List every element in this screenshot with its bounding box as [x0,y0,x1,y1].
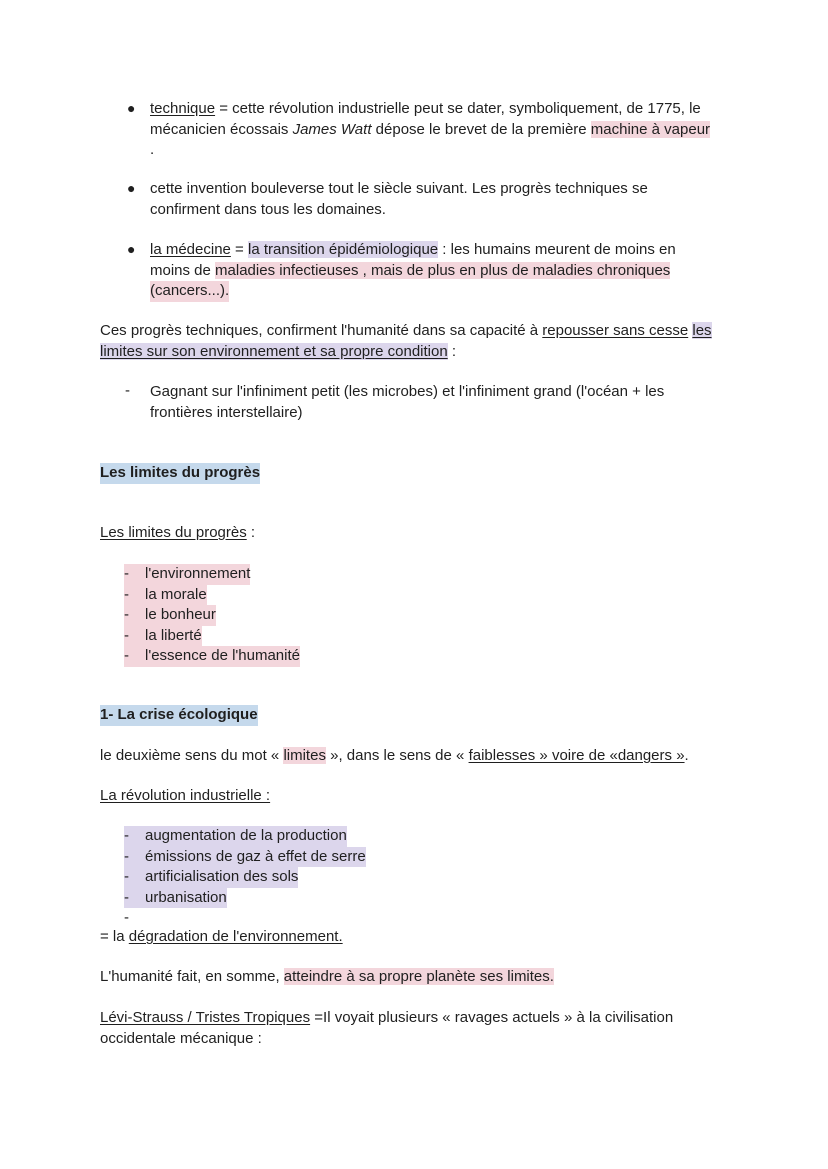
list-item: -l'environnement [124,564,300,585]
bullet-icon: ● [127,180,136,196]
term-technique: technique [150,100,216,117]
dash-marker: - [125,382,130,399]
list-item: - émissions de gaz à effet de serre [124,847,366,868]
bullet-icon: ● [127,241,136,257]
humanity-line: L'humanité fait, en somme, atteindre à sa propre planète ses limites. [100,968,554,985]
list-item: - la liberté [124,626,300,647]
highlight-planete: atteindre à sa propre planète ses limites. [283,968,554,985]
name-james-watt: James Watt [292,120,372,138]
citation-levi-strauss: Lévi-Strauss / Tristes Tropiques [100,1009,311,1026]
levi-strauss-paragraph: Lévi-Strauss / Tristes Tropiques =Il voyait plusieurs « ravages actuels » à la civilisation occidentale mécanique : [100,1009,674,1047]
highlight-maladies: maladies infectieuses , mais de plus en plus de maladies chroniques [215,261,671,279]
bullet-technique: technique = cette révolution industrielle peut se dater, symboliquement, de 1775, le mécanicien écossais James Watt dépose le brevet de la première machine à vapeur . [150,100,711,158]
highlight-limites: limites sur son environnement et sa propre condition [100,342,448,360]
heading-limites-progres: Les limites du progrès [100,463,260,484]
list-item: - la morale [124,585,300,606]
bullet-invention: cette invention bouleverse tout le siècle suivant. Les progrès techniques se confirment dans tous les domaines. [150,180,648,218]
highlight-machine-vapeur: machine à vapeur [590,120,711,138]
limits-list [124,564,300,667]
highlight-transition: la transition épidémiologique [248,241,439,258]
paragraph-progres: Ces progrès techniques, confirment l'humanité dans sa capacité à repousser sans cesse les limites sur son environnement et sa propre condition : [100,322,712,360]
list-item: - [124,909,129,926]
revolution-list [124,826,366,929]
term-medecine: la médecine [150,241,231,258]
degradation-line: = la dégradation de l'environnement. [100,928,343,945]
dash-item-gagnant: Gagnant sur l'infiniment petit (les microbes) et l'infiniment grand (l'océan + les frontières interstellaire) [150,383,665,421]
bullet-medecine: la médecine = la transition épidémiologique : les humains meurent de moins en moins de maladies infectieuses , mais de plus en plus de maladies chroniques (cancers...). [150,240,676,302]
limits-title: Les limites du progrès : [100,524,256,541]
paragraph-limites-sens: le deuxième sens du mot « limites », dans le sens de « faiblesses » voire de «dangers ». [100,747,689,764]
list-item: -urbanisation [124,888,366,909]
list-item: - le bonheur [124,605,300,626]
revolution-title: La révolution industrielle : [100,787,271,804]
list-item: - augmentation de la production [124,826,366,847]
bullet-icon: ● [127,100,136,116]
list-item: - l'essence de l'humanité [124,646,300,667]
heading-crise-ecologique: 1- La crise écologique [100,705,258,726]
list-item: -artificialisation des sols [124,867,366,888]
